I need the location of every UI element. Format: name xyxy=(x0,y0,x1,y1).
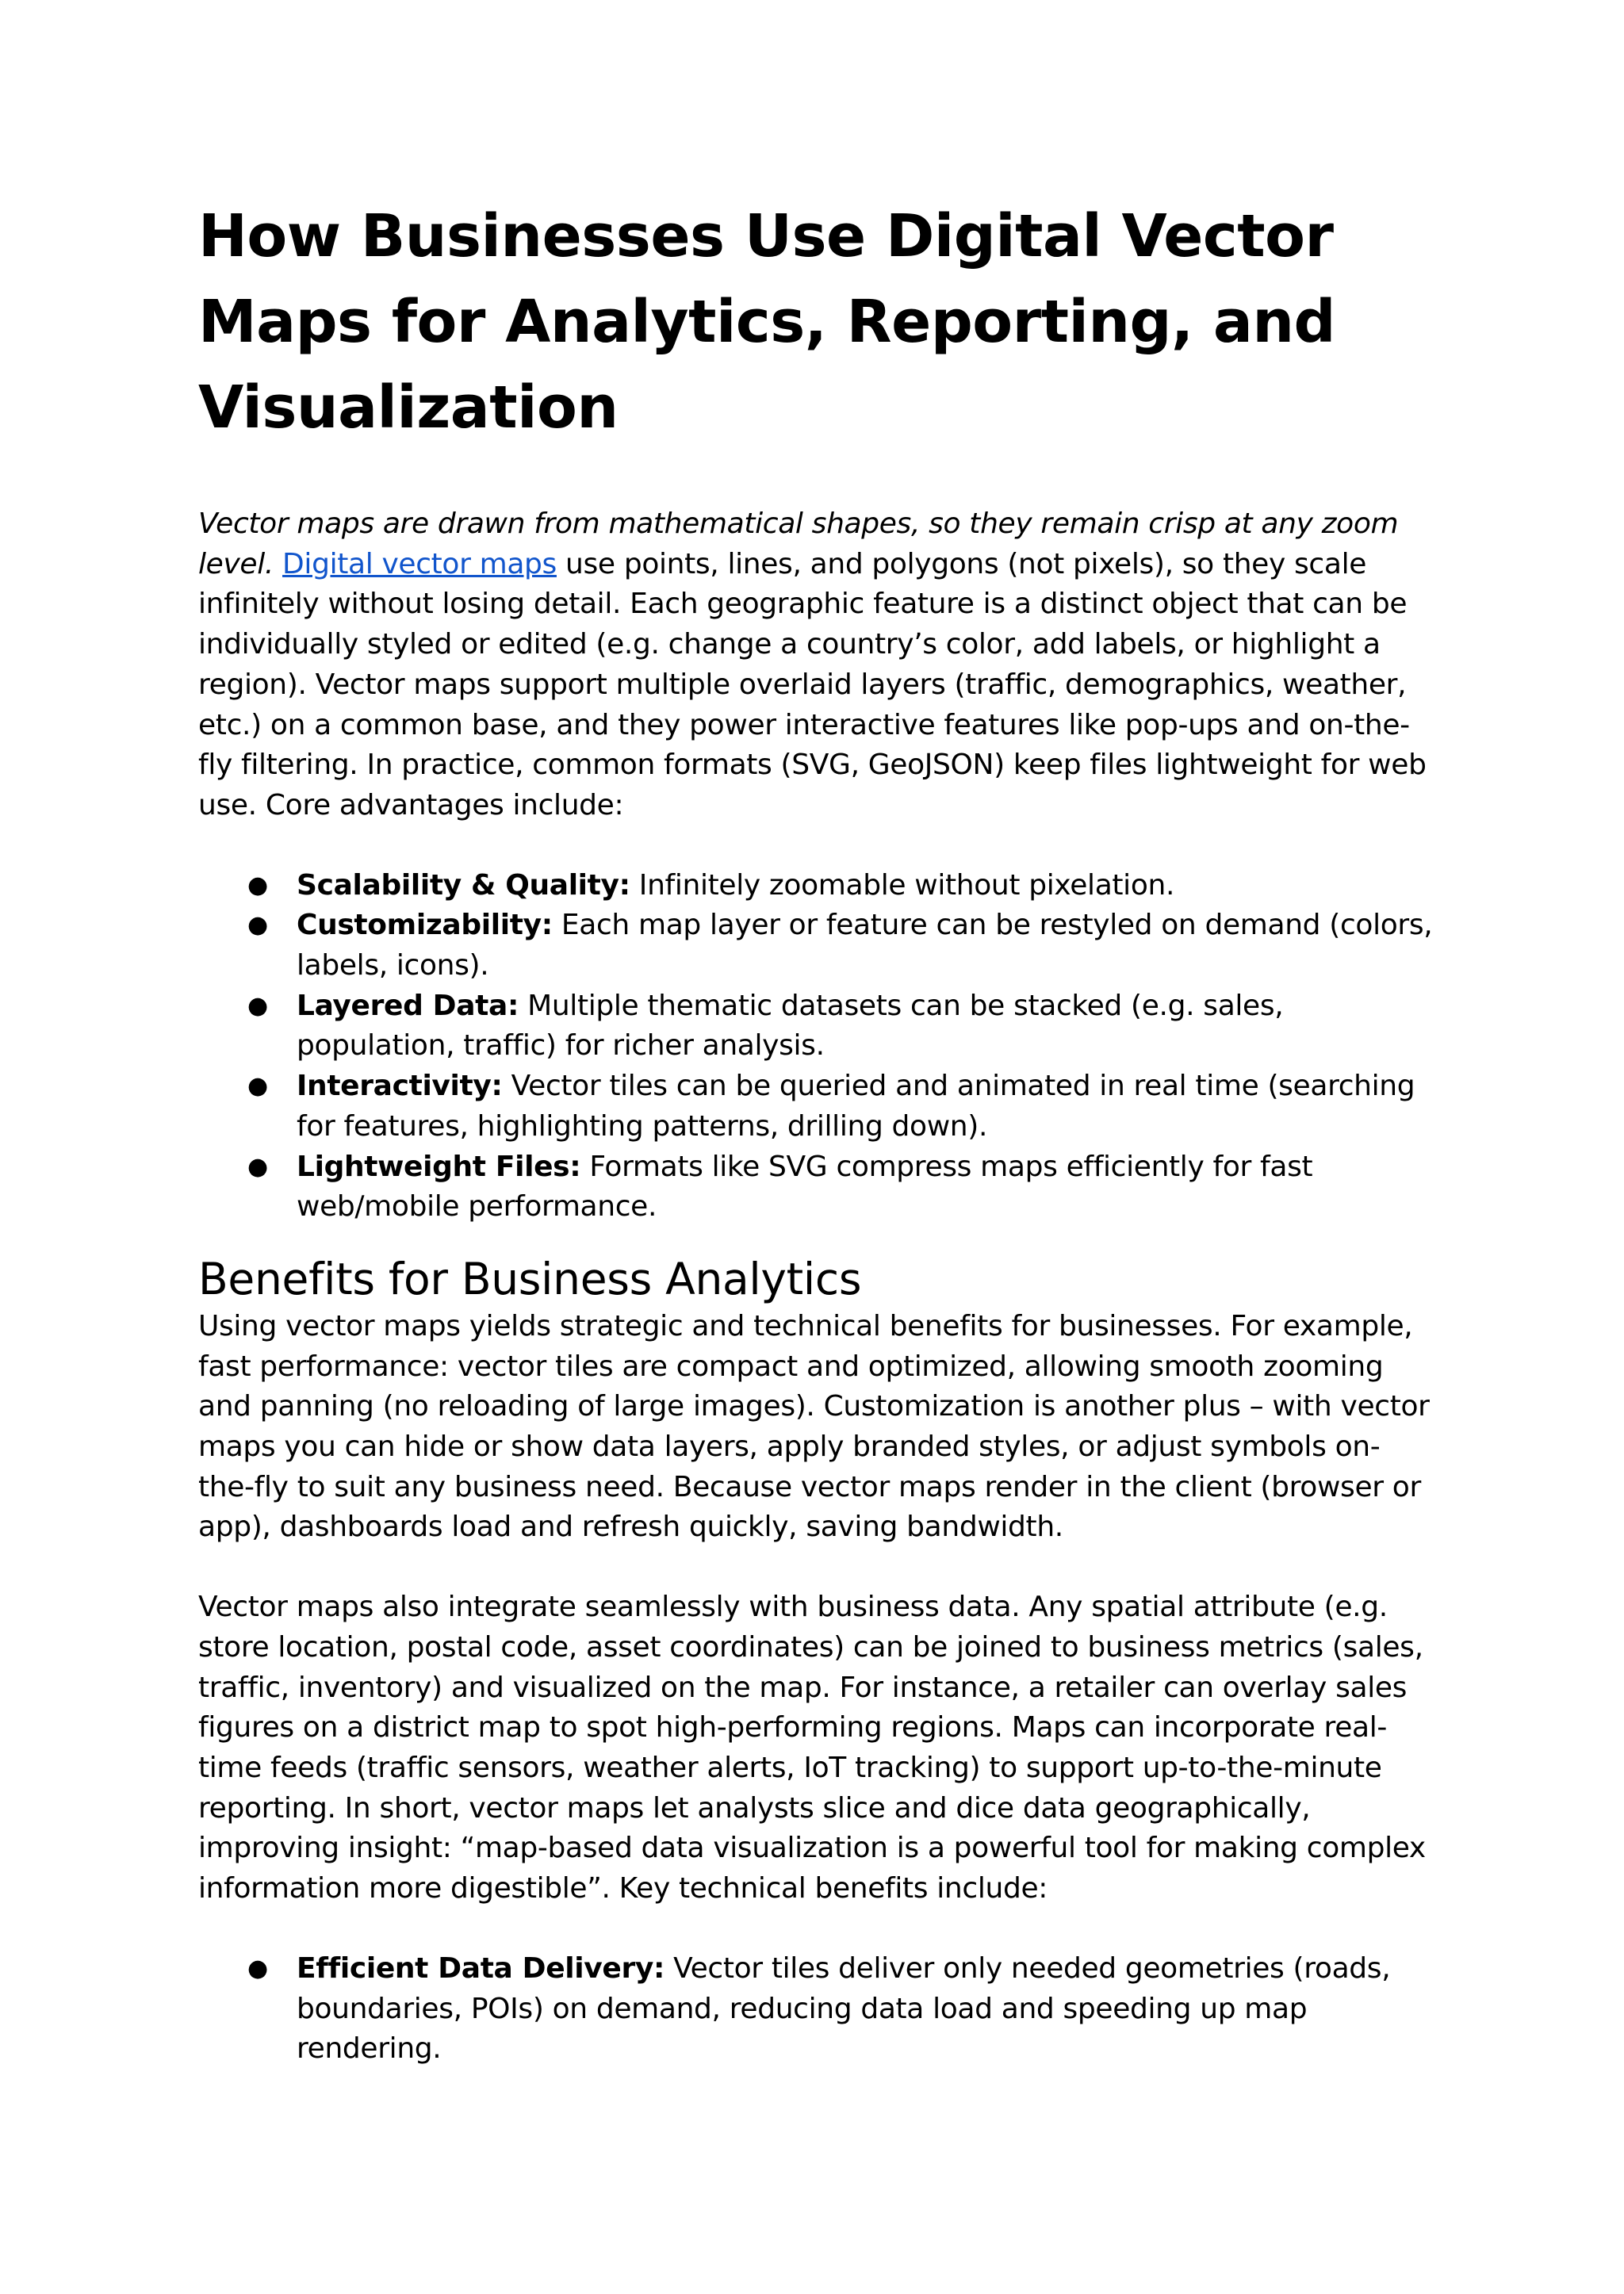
bullet-icon: ● xyxy=(247,991,268,1020)
list-item-text: Vector tiles deliver only needed geometries (roads, boundaries, POIs) on demand, reducing data load and speeding up map rendering. xyxy=(297,1951,1391,2066)
list-item xyxy=(198,1949,1435,2070)
section-heading: Benefits for Business Analytics xyxy=(198,1253,862,1304)
list-item xyxy=(198,986,1435,1067)
section-paragraph-2: Vector maps also integrate seamlessly with business data. Any spatial attribute (e.g. store location, postal code, asset coordinates) can be joined to business metrics (sales, traffic, inventory) and visualized on the map. For instance, a retailer can overlay sales figures on a district map to spot high-performing regions. Maps can incorporate real-time feeds (traffic sensors, weather alerts, IoT tracking) to support up-to-the-minute reporting. In short, vector maps let analysts slice and dice data geographically, improving insight: “map-based data visualization is a powerful tool for making complex information more digestible”. Key technical benefits include: xyxy=(198,1591,1426,1905)
intro-italic-lead: Vector maps are drawn from mathematical shapes, so they remain crisp at any zoom level. xyxy=(198,507,1399,580)
bullet-icon: ● xyxy=(247,911,268,940)
list-item-text: Vector tiles can be queried and animated in real time (searching for features, highlighting patterns, drilling down). xyxy=(297,1070,1415,1143)
advantages-list xyxy=(198,866,1434,1227)
bullet-icon: ● xyxy=(247,1072,268,1101)
list-item-text: Multiple thematic datasets can be stacked (e.g. sales, population, traffic) for richer analysis. xyxy=(297,989,1284,1063)
digital-vector-maps-link[interactable]: Digital vector maps xyxy=(282,547,557,580)
bullet-icon: ● xyxy=(247,1954,268,1982)
list-item-label: Scalability & Quality: xyxy=(297,868,630,902)
list-item-text: Infinitely zoomable without pixelation. xyxy=(630,868,1175,902)
list-item-label: Interactivity: xyxy=(297,1070,503,1103)
list-item xyxy=(198,906,1435,986)
list-item-text: Formats like SVG compress maps efficiently for fast web/mobile performance. xyxy=(297,1150,1313,1224)
bullet-icon: ● xyxy=(247,871,268,899)
list-item-label: Layered Data: xyxy=(297,989,519,1022)
document-title: How Businesses Use Digital Vector Maps for Analytics, Reporting, and Visualization xyxy=(198,202,1335,442)
list-item-label: Lightweight Files: xyxy=(297,1150,581,1183)
list-item-text: Each map layer or feature can be restyled on demand (colors, labels, icons). xyxy=(297,909,1433,982)
intro-paragraph xyxy=(198,504,1435,826)
intro-body: use points, lines, and polygons (not pixels), so they scale infinitely without losing detail. Each geographic feature is a distinct object that can be individually styled or edited (e.g. change a country’s color, add labels, or highlight a region). Vector maps support multiple overlaid layers (traffic, demographics, weather, etc.) on a common base, and they power interactive features like pop-ups and on-the-fly filtering. In practice, common formats (SVG, GeoJSON) keep files lightweight for web use. Core advantages include: xyxy=(198,547,1427,821)
section-paragraph-1: Using vector maps yields strategic and technical benefits for businesses. For example, fast performance: vector tiles are compact and optimized, allowing smooth zooming and panning (no reloading of large images). Customization is another plus – with vector maps you can hide or show data layers, apply branded styles, or adjust symbols on-the-fly to suit any business need. Because vector maps render in the client (browser or app), dashboards load and refresh quickly, saving bandwidth. xyxy=(198,1309,1430,1544)
list-item-label: Customizability: xyxy=(297,909,553,942)
list-item xyxy=(198,1147,1435,1227)
list-item xyxy=(198,1067,1435,1147)
list-item-label: Efficient Data Delivery: xyxy=(297,1951,665,1985)
benefits-list xyxy=(198,1949,1434,2070)
bullet-icon: ● xyxy=(247,1152,268,1181)
list-item xyxy=(198,866,1435,906)
